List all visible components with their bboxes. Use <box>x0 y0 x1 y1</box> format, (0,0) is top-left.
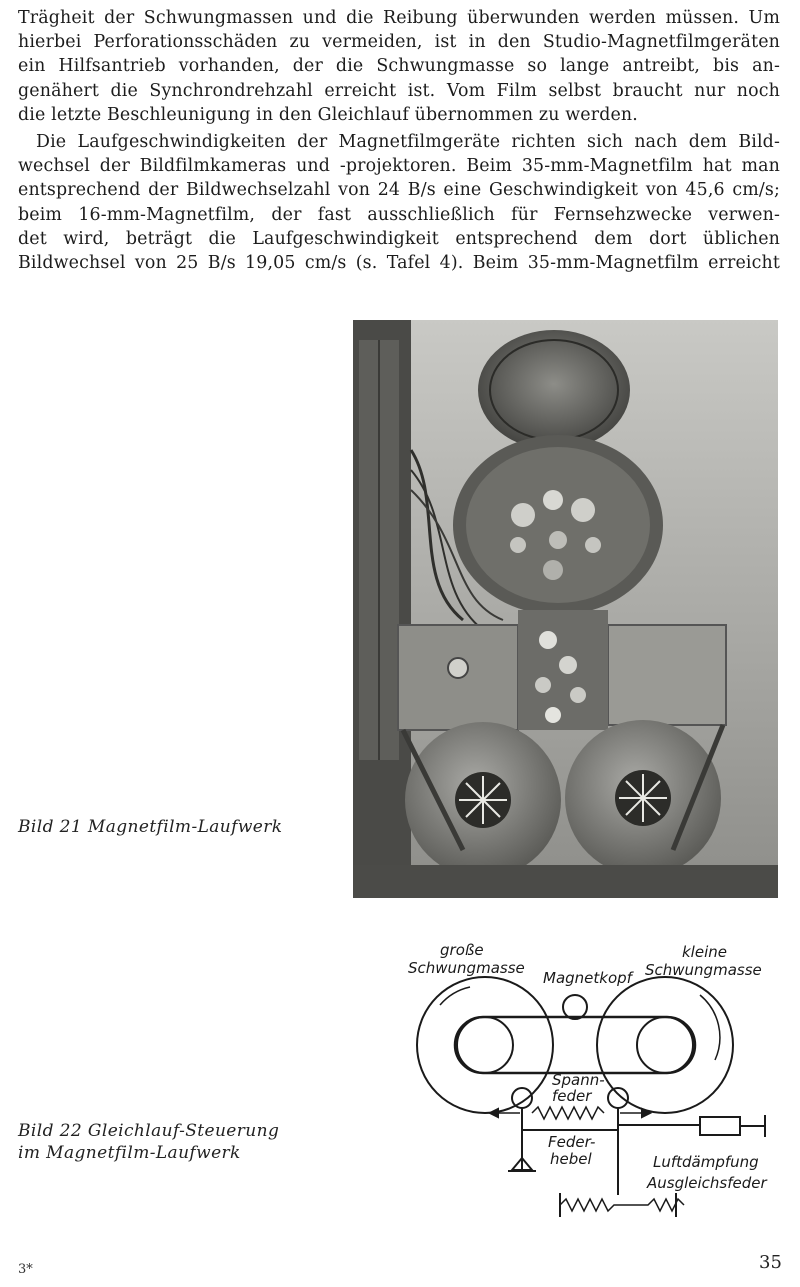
text-line: Trägheit der Schwungmassen und die Reibung überwunden werden müssen. Um <box>18 8 780 28</box>
caption-line: im Magnetfilm-Laufwerk <box>18 1143 241 1163</box>
paragraph-1 <box>18 6 780 127</box>
figure-21-caption: Bild 21 Magnetfilm-Laufwerk <box>18 817 283 837</box>
label-kleine-schwungmasse: Schwungmasse <box>645 961 762 979</box>
grosse-schwungmasse-circle <box>417 977 553 1113</box>
magnetkopf-circle <box>563 995 587 1019</box>
page-number: 35 <box>759 1252 782 1273</box>
kleine-schwungmasse-circle <box>597 977 733 1113</box>
gleichlauf-diagram <box>400 935 790 1225</box>
label-luftdaempfung: Luftdämpfung <box>653 1153 759 1171</box>
label-ausgleichsfeder: Ausgleichsfeder <box>647 1174 767 1192</box>
magnetfilm-laufwerk-photo <box>353 320 778 898</box>
label-grosse: große <box>440 941 484 959</box>
label-grosse-schwungmasse: Schwungmasse <box>408 959 525 977</box>
text-line: Die Laufgeschwindigkeiten der Magnetfilmgeräte richten sich nach dem Bild- <box>36 132 780 152</box>
label-federhebel: hebel <box>550 1150 592 1168</box>
text-line: Bildwechsel von 25 B/s 19,05 cm/s (s. Tafel 4). Beim 35-mm-Magnetfilm erreicht <box>18 253 780 274</box>
signature-mark: 3* <box>18 1262 33 1277</box>
text-line: wechsel der Bildfilmkameras und -projektoren. Beim 35-mm-Magnetfilm hat man <box>18 156 780 177</box>
text-line: hierbei Perforationsschäden zu vermeiden, ist in den Studio-Magnetfilmgeräten <box>18 32 780 53</box>
text-line: beim 16-mm-Magnetfilm, der fast ausschließlich für Fernsehzwecke verwen- <box>18 204 780 225</box>
caption-line: Bild 22 Gleichlauf-Steuerung <box>18 1121 280 1141</box>
text-line: genähert die Synchrondrehzahl erreicht ist. Vom Film selbst braucht nur noch <box>18 80 780 101</box>
text-line: det wird, beträgt die Laufgeschwindigkeit entsprechend dem dort üblichen <box>18 228 780 249</box>
label-spannfeder: feder <box>552 1087 592 1105</box>
text-line: entsprechend der Bildwechselzahl von 24 B/s eine Geschwindigkeit von 45,6 cm/s; <box>18 180 780 201</box>
label-feder: Feder- <box>548 1133 596 1151</box>
label-magnetkopf: Magnetkopf <box>543 969 632 987</box>
figure-22-caption <box>18 1120 279 1164</box>
paragraph-2 <box>18 130 780 275</box>
label-kleine: kleine <box>682 943 727 961</box>
label-spann: Spann- <box>552 1071 605 1089</box>
text-line: die letzte Beschleunigung in den Gleichlauf übernommen zu werden. <box>18 104 638 125</box>
text-line: ein Hilfsantrieb vorhanden, der die Schwungmasse so lange antreibt, bis an- <box>18 56 780 77</box>
